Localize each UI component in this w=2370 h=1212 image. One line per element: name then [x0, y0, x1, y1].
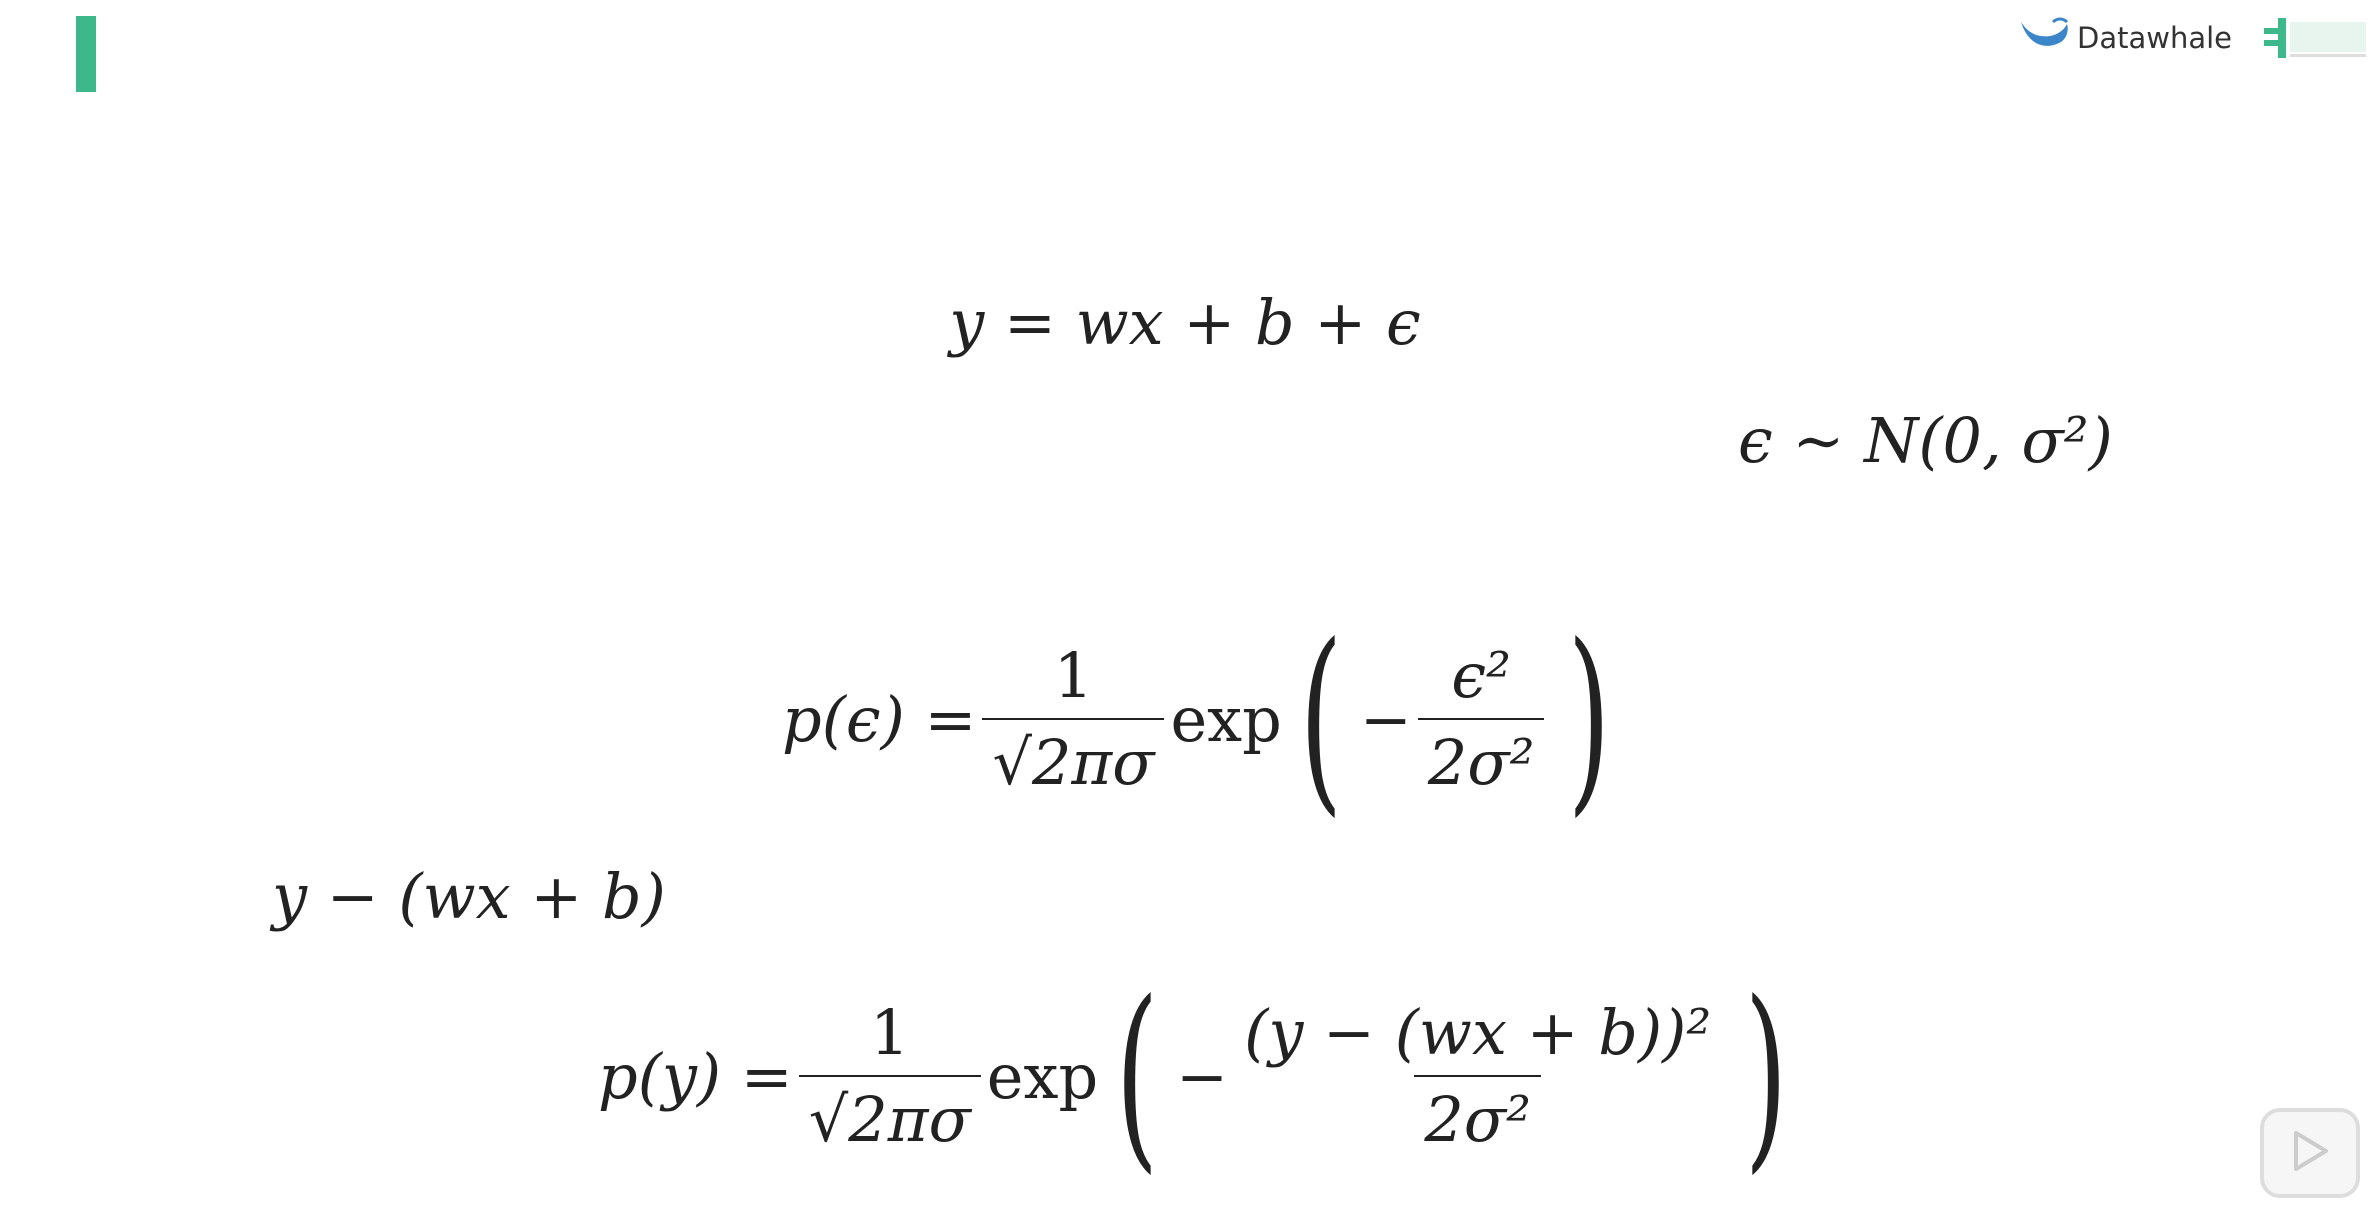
- eq2-exp-num: ϵ²: [1451, 639, 1511, 712]
- likelihood-formula: [598, 959, 1805, 1192]
- eq2-left-paren: (: [1299, 602, 1343, 835]
- eq3-exp-num: (y − (wx + b))²: [1244, 996, 1712, 1069]
- eq3-exp: exp: [986, 1039, 1099, 1113]
- eq2-coef-den: √2πσ: [982, 718, 1164, 799]
- eq3-coef-num: 1: [870, 996, 910, 1069]
- eq2-exp-den: 2σ²: [1418, 718, 1545, 799]
- green-block-logo-icon: [2260, 14, 2370, 62]
- play-icon: [2290, 1129, 2330, 1178]
- replacement-expression: y − (wx + b): [272, 860, 666, 933]
- eq3-exponent: [1234, 996, 1721, 1156]
- brand-name: Datawhale: [2076, 21, 2232, 55]
- eq3-coefficient: [799, 996, 981, 1156]
- play-button[interactable]: [2260, 1108, 2360, 1198]
- eq2-right-paren: ): [1568, 602, 1611, 835]
- noise-distribution-formula: ϵ ∼ N(0, σ²): [1738, 404, 2113, 477]
- eq3-lhs: p(y) =: [598, 1039, 793, 1113]
- eq3-coef-den: √2πσ: [799, 1075, 981, 1156]
- linear-model-formula: y = wx + b + ϵ: [949, 286, 1421, 359]
- eq2-inner-sign: −: [1359, 682, 1412, 756]
- eq2-coefficient: [982, 639, 1164, 799]
- eq3-left-paren: (: [1115, 959, 1159, 1192]
- eq2-lhs: p(ϵ) =: [782, 682, 977, 756]
- eq2-exp: exp: [1170, 682, 1282, 756]
- brand-area: [2017, 14, 2370, 62]
- eq3-right-paren: ): [1744, 959, 1788, 1192]
- eq2-exponent: [1418, 639, 1545, 799]
- title-accent-bar: [76, 16, 96, 92]
- whale-logo-icon: [2017, 16, 2071, 61]
- eq2-coef-num: 1: [1053, 639, 1094, 712]
- eq3-inner-sign: −: [1176, 1039, 1229, 1113]
- noise-density-formula: [782, 604, 1628, 834]
- eq3-exp-den: 2σ²: [1414, 1075, 1541, 1156]
